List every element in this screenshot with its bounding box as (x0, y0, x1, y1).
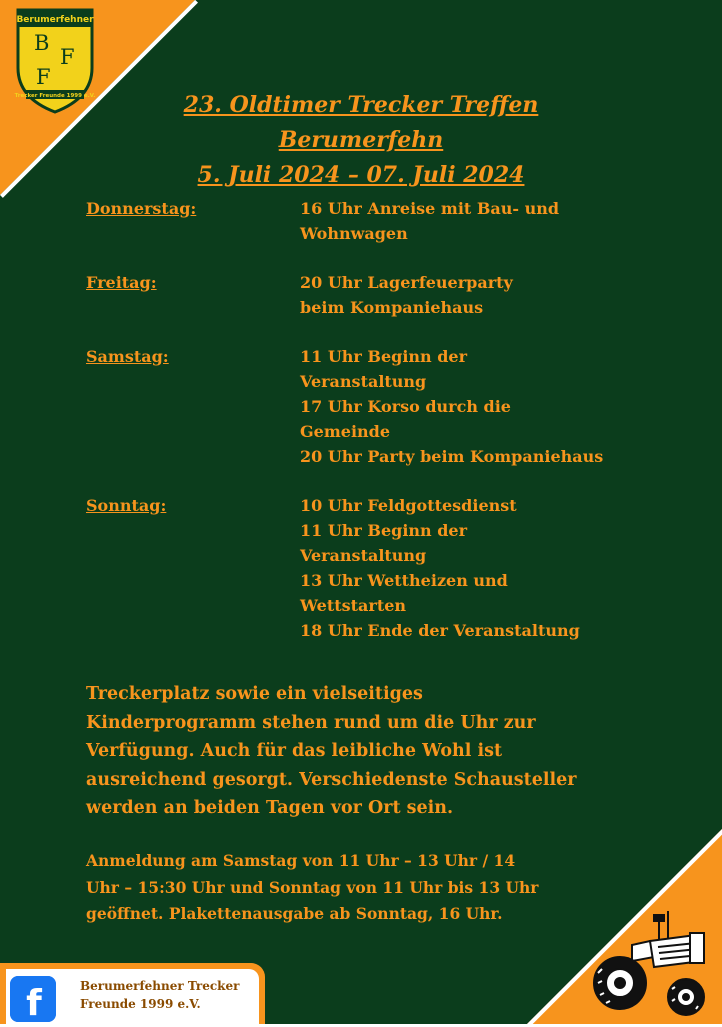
schedule-line: beim Kompaniehaus (300, 298, 484, 317)
schedule-line: Gemeinde (300, 422, 391, 441)
logo-bottom-text: Trecker Freunde 1999 e.V. (14, 93, 96, 99)
title-line-3: 5. Juli 2024 – 07. Juli 2024 (197, 162, 525, 188)
info-paragraph (86, 680, 626, 823)
facebook-page-name-line-2: Freunde 1999 e.V. (80, 997, 201, 1011)
schedule-line: Veranstaltung (300, 372, 427, 391)
day-label: Samstag: (86, 347, 169, 366)
facebook-page-link[interactable] (80, 977, 260, 1013)
schedule (86, 196, 666, 667)
title-line-1: 23. Oldtimer Trecker Treffen (183, 92, 539, 118)
schedule-line: 10 Uhr Feldgottesdienst (300, 496, 517, 515)
schedule-line: 11 Uhr Beginn der (300, 521, 468, 540)
registration-line: Uhr – 15:30 Uhr und Sonntag von 11 Uhr bis 13 Uhr (86, 877, 539, 897)
schedule-row-donnerstag (86, 196, 666, 246)
schedule-line: Wettstarten (300, 596, 407, 615)
schedule-line: 17 Uhr Korso durch die (300, 397, 511, 416)
info-line: ausreichend gesorgt. Verschiedenste Schausteller (86, 769, 577, 790)
facebook-page-name-line-1: Berumerfehner Trecker (80, 979, 240, 993)
schedule-line: 18 Uhr Ende der Veranstaltung (300, 621, 580, 640)
schedule-line: 16 Uhr Anreise mit Bau- und (300, 199, 560, 218)
schedule-line: 20 Uhr Lagerfeuerparty (300, 273, 513, 292)
schedule-line: 20 Uhr Party beim Kompaniehaus (300, 447, 604, 466)
schedule-row-freitag (86, 270, 666, 320)
event-title (0, 88, 722, 193)
info-line: Treckerplatz sowie ein vielseitiges (86, 684, 423, 704)
logo-letter-f-bottom: F (36, 65, 51, 89)
day-label: Donnerstag: (86, 199, 197, 218)
schedule-line: 13 Uhr Wettheizen und (300, 571, 508, 590)
schedule-line: Wohnwagen (300, 224, 408, 243)
schedule-row-samstag (86, 344, 666, 469)
day-label: Sonntag: (86, 496, 167, 515)
day-label: Freitag: (86, 273, 157, 292)
facebook-glyph: f (26, 983, 42, 1022)
tractor-illustration (592, 905, 716, 1023)
logo-letter-f-right: F (60, 45, 75, 69)
schedule-row-sonntag (86, 493, 666, 643)
schedule-line: 11 Uhr Beginn der (300, 347, 468, 366)
facebook-icon[interactable] (10, 976, 56, 1022)
logo-letter-b: B (34, 31, 50, 55)
title-line-2: Berumerfehn (278, 127, 444, 153)
registration-line: geöffnet. Plakettenausgabe ab Sonntag, 16 Uhr. (86, 904, 503, 923)
logo-top-text: Berumerfehner (16, 15, 94, 25)
schedule-line: Veranstaltung (300, 546, 427, 565)
registration-paragraph (86, 848, 626, 928)
info-line: werden an beiden Tagen vor Ort sein. (86, 798, 454, 818)
info-line: Verfügung. Auch für das leibliche Wohl ist (86, 741, 503, 761)
registration-line: Anmeldung am Samstag von 11 Uhr – 13 Uhr / 14 (86, 851, 516, 870)
info-line: Kinderprogramm stehen rund um die Uhr zur (86, 712, 536, 733)
